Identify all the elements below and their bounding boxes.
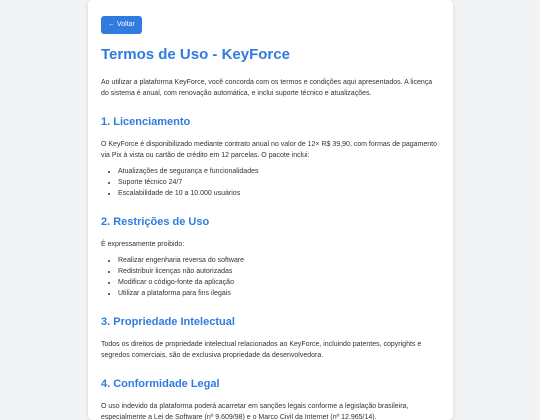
list-item: • Suporte técnico 24/7 [118, 177, 440, 188]
list-item: • Escalabilidade de 10 a 10.000 usuários [118, 188, 440, 199]
section-text-licenciamento: O KeyForce é disponibilizado mediante contrato anual no valor de 12× R$ 39,90, com formas de pagamento via Pix à vista ou cartão de crédito em 12 parcelas. O pacote inclui: [101, 141, 438, 159]
section-text-propriedade: Todos os direitos de propriedade intelectual relacionados ao KeyForce, incluindo patentes, copyrights e segredos comerciais, são de exclusiva propriedade da desenvolvedora. [101, 341, 422, 359]
section-heading-licenciamento: 1. Licenciamento [101, 116, 191, 128]
section-heading-conformidade: 4. Conformidade Legal [101, 378, 220, 390]
licenciamento-list [101, 166, 440, 199]
list-item: • Realizar engenharia reversa do software [118, 255, 440, 266]
section-text-restricoes: É expressamente proibido: [101, 241, 185, 248]
restricoes-list [101, 255, 440, 299]
list-item: • Modificar o código-fonte da aplicação [118, 277, 440, 288]
intro-paragraph: Ao utilizar a plataforma KeyForce, você concorda com os termos e condições aqui apresentados. A licença do sistema é anual, com renovação automática, e inclui suporte técnico e atualizações. [101, 79, 433, 97]
section-heading-restricoes: 2. Restrições de Uso [101, 216, 210, 228]
page-title: Termos de Uso - KeyForce [101, 46, 290, 63]
section-text-conformidade: O uso indevido da plataforma poderá acarretar em sanções legais conforme a legislação brasileira, especialmente a Lei de Software (nº 9.609/98) e o Marco Civil da Internet (nº 12.965/14). [101, 403, 409, 420]
list-item: • Redistribuir licenças não autorizadas [118, 266, 440, 277]
terms-card [88, 0, 453, 420]
list-item: • Utilizar a plataforma para fins ilegais [118, 288, 440, 299]
list-item: • Atualizações de segurança e funcionalidades [118, 166, 440, 177]
back-button[interactable]: ← Voltar [101, 16, 142, 34]
section-heading-propriedade: 3. Propriedade Intelectual [101, 316, 235, 328]
